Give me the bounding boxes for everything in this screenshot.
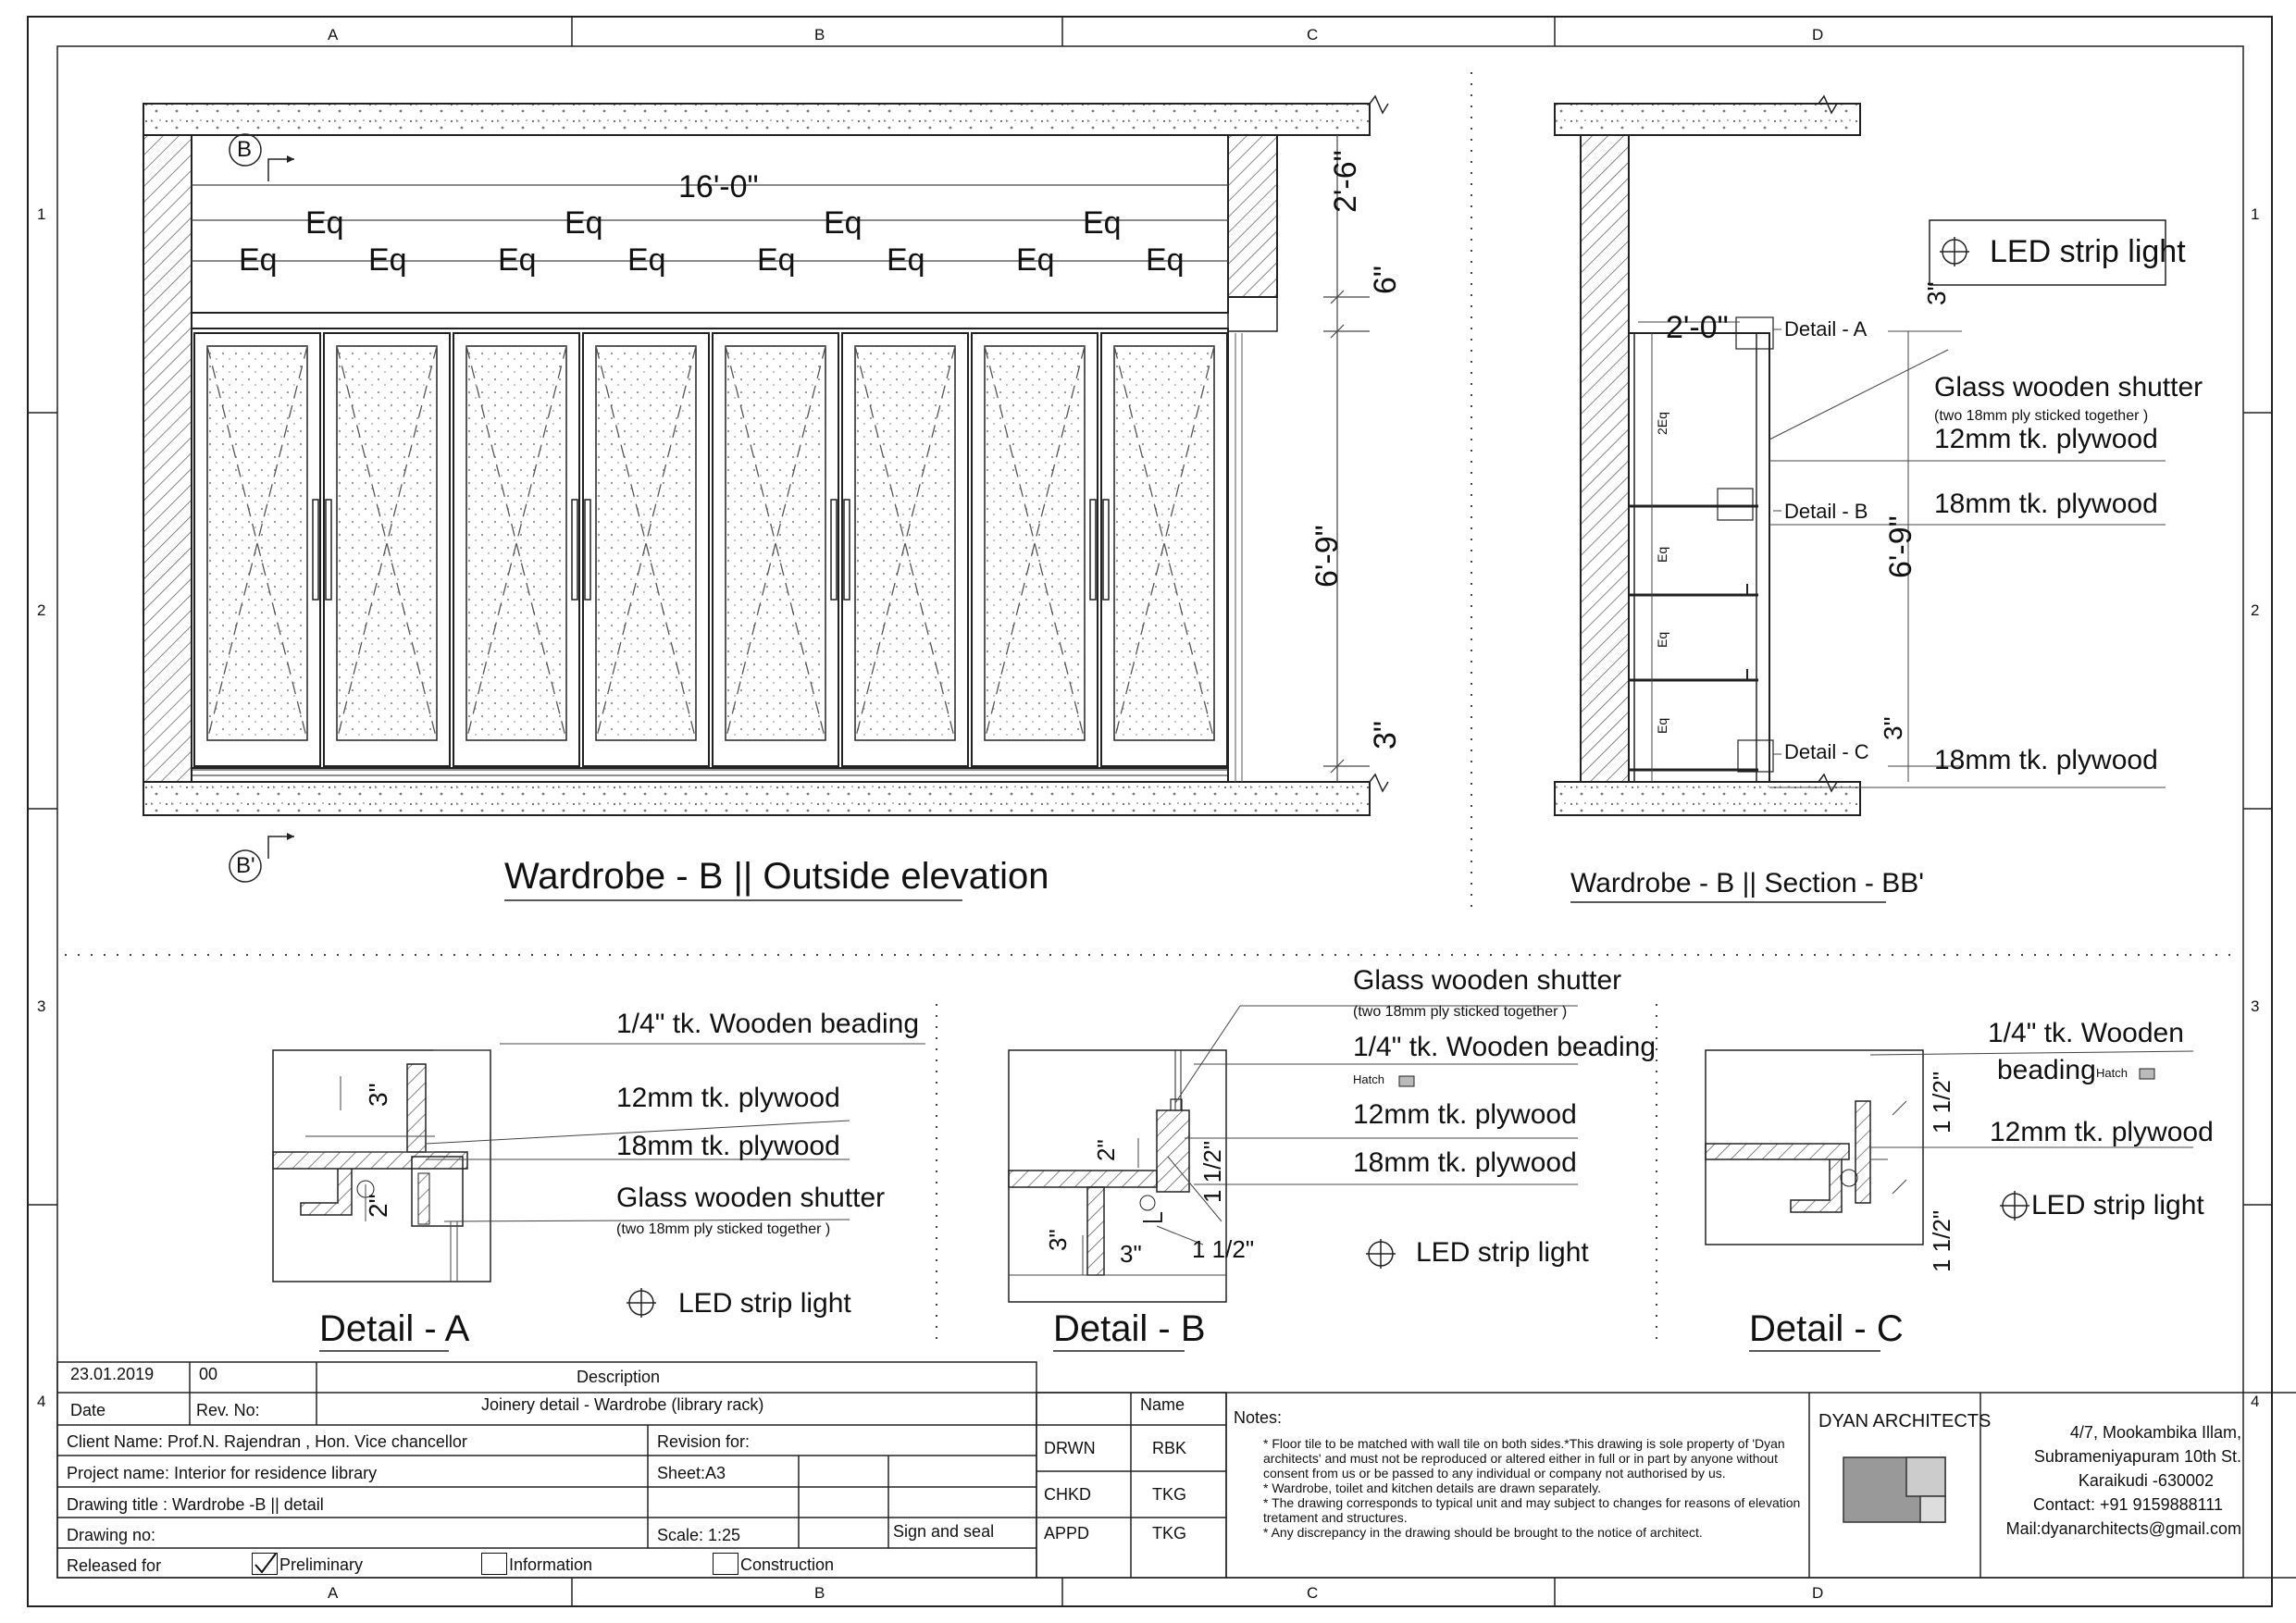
dim-6in: 6" xyxy=(1368,266,1403,294)
detail-b-ply-18: 18mm tk. plywood xyxy=(1353,1147,1577,1178)
detail-b-shutter-note: (two 18mm ply sticked together ) xyxy=(1353,1004,1568,1020)
tb-released-for: Released for xyxy=(67,1556,162,1575)
shutter-panel xyxy=(324,333,450,766)
detail-b-title: Detail - B xyxy=(1053,1308,1206,1349)
grid-row-2-right: 2 xyxy=(2251,601,2260,619)
tb-address-3: Karaikudi -630002 xyxy=(2078,1471,2214,1490)
tb-drawing-title: Drawing title : Wardrobe -B || detail xyxy=(67,1495,324,1514)
detail-tag-b: Detail - B xyxy=(1784,500,1868,523)
tb-address-1: 4/7, Mookambika Illam, xyxy=(2069,1423,2241,1442)
information-checkbox[interactable] xyxy=(481,1553,507,1575)
tb-revision-for: Revision for: xyxy=(657,1432,751,1451)
tb-drwn-label: DRWN xyxy=(1044,1439,1096,1457)
grid-col-c-bottom: C xyxy=(1307,1584,1319,1602)
overall-width-dimension: 16'-0" xyxy=(678,169,759,204)
detail-c-dim-2: 1 1/2" xyxy=(1928,1209,1955,1272)
detail-tag-a: Detail - A xyxy=(1784,317,1868,341)
eq-lower-3: Eq xyxy=(498,242,537,278)
tb-appd-name: TKG xyxy=(1152,1524,1187,1542)
section-height-dimension: 6'-9" xyxy=(1883,515,1918,578)
detail-b-dim-3: 3" xyxy=(1044,1229,1072,1251)
section-label-ply-12: 12mm tk. plywood xyxy=(1934,424,2158,454)
grid-row-3-left: 3 xyxy=(37,997,46,1015)
detail-a-title: Detail - A xyxy=(319,1308,470,1349)
shutter-panel xyxy=(713,333,838,766)
detail-a-shutter-note: (two 18mm ply sticked together ) xyxy=(616,1221,831,1237)
detail-b-hatch: Hatch xyxy=(1353,1072,1384,1086)
section-marker-bottom-label: B' xyxy=(236,853,255,878)
detail-c-ply-12: 12mm tk. plywood xyxy=(1990,1117,2214,1147)
grid-col-c-top: C xyxy=(1307,26,1319,43)
section-label-ply-18-a: 18mm tk. plywood xyxy=(1934,489,2158,519)
tb-chkd-name: TKG xyxy=(1152,1485,1187,1504)
tb-chkd-label: CHKD xyxy=(1044,1485,1092,1504)
section-dim-bottom: 3" xyxy=(1879,716,1907,740)
detail-c-beading-2: beading xyxy=(1997,1055,2096,1085)
detail-a-led: LED strip light xyxy=(678,1288,851,1319)
eq-upper-2: Eq xyxy=(565,205,603,241)
grid-row-2-left: 2 xyxy=(37,601,46,619)
detail-a-shutter: Glass wooden shutter xyxy=(616,1183,886,1213)
eq-lower-2: Eq xyxy=(368,242,407,278)
detail-b-led: LED strip light xyxy=(1416,1237,1589,1268)
section-depth-dimension: 2'-0" xyxy=(1666,310,1729,345)
grid-col-d-bottom: D xyxy=(1812,1584,1824,1602)
detail-tag-c: Detail - C xyxy=(1784,740,1869,763)
tb-address-5: Mail:dyanarchitects@gmail.com xyxy=(2005,1519,2241,1538)
eq-lower-7: Eq xyxy=(1016,242,1055,278)
detail-b-dim-4: 3" xyxy=(1120,1240,1142,1268)
section-label-ply-18-b: 18mm tk. plywood xyxy=(1934,745,2158,775)
grid-col-b-bottom: B xyxy=(814,1584,825,1602)
eq-lower-5: Eq xyxy=(757,242,796,278)
tb-description: Joinery detail - Wardrobe (library rack) xyxy=(481,1395,764,1414)
tb-option-information[interactable]: Information xyxy=(481,1555,592,1577)
tb-notes-title: Notes: xyxy=(1234,1408,1283,1427)
shutter-panel xyxy=(583,333,709,766)
detail-b-ply-12: 12mm tk. plywood xyxy=(1353,1099,1577,1130)
tb-rev-label: Rev. No: xyxy=(196,1401,260,1419)
detail-c-hatch: Hatch xyxy=(2096,1066,2128,1080)
detail-a-beading: 1/4" tk. Wooden beading xyxy=(616,1009,919,1039)
eq-upper-1: Eq xyxy=(305,205,344,241)
detail-c-beading-1: 1/4" tk. Wooden xyxy=(1988,1018,2184,1048)
tb-note-1: * Floor tile to be matched with wall tile on both sides.*This drawing is sole property of 'Dyan xyxy=(1263,1436,1785,1451)
grid-row-3-right: 3 xyxy=(2251,997,2260,1015)
detail-b-dim-5: 1 1/2" xyxy=(1192,1235,1255,1263)
door-handle xyxy=(572,500,590,600)
tb-project: Project name: Interior for residence library xyxy=(67,1464,378,1482)
dim-3in: 3" xyxy=(1368,721,1403,750)
section-label-glass-shutter: Glass wooden shutter xyxy=(1934,372,2203,403)
detail-b-dim-1: 2" xyxy=(1092,1139,1120,1161)
tb-client: Client Name: Prof.N. Rajendran , Hon. Vice chancellor xyxy=(67,1432,467,1451)
section-eq-2: Eq xyxy=(1655,546,1669,563)
tb-sheet: Sheet:A3 xyxy=(657,1464,726,1482)
tb-note-5: * The drawing corresponds to typical unit and may subject to changes for reasons of elevation xyxy=(1263,1495,1801,1510)
shutter-panel xyxy=(972,333,1098,766)
detail-b-shutter: Glass wooden shutter xyxy=(1353,965,1622,996)
eq-lower-6: Eq xyxy=(887,242,925,278)
detail-a-dim-2: 2" xyxy=(364,1194,392,1218)
section-eq-3: Eq xyxy=(1655,631,1669,648)
grid-col-b-top: B xyxy=(814,26,825,43)
door-handle xyxy=(831,500,850,600)
grid-col-a-bottom: A xyxy=(328,1584,339,1602)
eq-upper-4: Eq xyxy=(1083,205,1122,241)
shutter-group xyxy=(194,333,1227,766)
detail-c-title: Detail - C xyxy=(1749,1308,1904,1349)
section-dim-top: 3" xyxy=(1922,281,1951,305)
section-marker-top-label: B xyxy=(237,137,253,162)
shutter-panel xyxy=(194,333,320,766)
detail-a-dim-1: 3" xyxy=(364,1083,392,1107)
grid-row-1-right: 1 xyxy=(2251,205,2260,223)
tb-note-6: tretament and structures. xyxy=(1263,1510,1408,1525)
tb-appd-label: APPD xyxy=(1044,1524,1090,1542)
tb-note-2: architects' and must not be reproduced or altered either in full or in part by anyone without xyxy=(1263,1451,1778,1466)
tb-firm-name: DYAN ARCHITECTS xyxy=(1818,1411,1992,1431)
tb-drwn-name: RBK xyxy=(1152,1439,1187,1457)
section-drawing xyxy=(1555,96,2166,815)
door-handle xyxy=(1090,500,1109,600)
construction-checkbox[interactable] xyxy=(713,1553,738,1575)
tb-name-header: Name xyxy=(1140,1395,1185,1414)
grid-row-1-left: 1 xyxy=(37,205,46,223)
tb-sign-seal: Sign and seal xyxy=(893,1522,995,1541)
section-eq-4: Eq xyxy=(1655,717,1669,734)
detail-a-ply-12: 12mm tk. plywood xyxy=(616,1083,840,1113)
tb-scale: Scale: 1:25 xyxy=(657,1526,741,1544)
shutter-panel xyxy=(842,333,968,766)
elevation-title: Wardrobe - B || Outside elevation xyxy=(504,856,1049,897)
preliminary-checkbox[interactable] xyxy=(252,1553,278,1575)
detail-b-beading: 1/4" tk. Wooden beading xyxy=(1353,1032,1656,1062)
tb-note-3: consent from us or be passed to any individual or company not authorised by us. xyxy=(1263,1466,1726,1481)
eq-lower-1: Eq xyxy=(239,242,278,278)
tb-address-4: Contact: +91 9159888111 xyxy=(2032,1495,2223,1514)
section-eq-1: 2Eq xyxy=(1655,412,1669,435)
eq-lower-4: Eq xyxy=(627,242,666,278)
tb-option-construction[interactable]: Construction xyxy=(713,1555,834,1577)
eq-upper-3: Eq xyxy=(824,205,863,241)
detail-a-ply-18: 18mm tk. plywood xyxy=(616,1131,840,1161)
tb-description-header: Description xyxy=(577,1368,661,1386)
detail-c-led: LED strip light xyxy=(2031,1190,2204,1220)
title-block-lines xyxy=(57,1362,2296,1578)
tb-date-label: Date xyxy=(70,1401,106,1419)
dim-6-9: 6'-9" xyxy=(1309,525,1345,588)
grid-col-d-top: D xyxy=(1812,26,1824,43)
grid-row-4-left: 4 xyxy=(37,1393,46,1410)
tb-rev-value: 00 xyxy=(199,1365,218,1383)
tb-note-7: * Any discrepancy in the drawing should be brought to the notice of architect. xyxy=(1263,1525,1703,1540)
dim-2-6: 2'-6" xyxy=(1328,150,1363,213)
tb-note-4: * Wardrobe, toilet and kitchen details are drawn separately. xyxy=(1263,1481,1601,1495)
tb-date-value: 23.01.2019 xyxy=(70,1365,155,1383)
tb-option-preliminary[interactable]: Preliminary xyxy=(252,1555,363,1577)
detail-c-dim-1: 1 1/2" xyxy=(1928,1071,1955,1134)
section-legend-led: LED strip light xyxy=(1990,234,2186,269)
eq-lower-8: Eq xyxy=(1146,242,1185,278)
shutter-panel xyxy=(1101,333,1227,766)
grid-row-4-right: 4 xyxy=(2251,1393,2260,1410)
tb-drawing-no: Drawing no: xyxy=(67,1526,156,1544)
grid-col-a-top: A xyxy=(328,26,339,43)
tb-address-2: Subrameniyapuram 10th St. xyxy=(2033,1447,2241,1466)
section-title: Wardrobe - B || Section - BB' xyxy=(1570,868,1925,898)
shutter-panel xyxy=(453,333,579,766)
door-handle xyxy=(313,500,331,600)
detail-b-dim-2: 1 1/2" xyxy=(1198,1140,1226,1203)
section-label-glass-shutter-note: (two 18mm ply sticked together ) xyxy=(1934,408,2149,424)
